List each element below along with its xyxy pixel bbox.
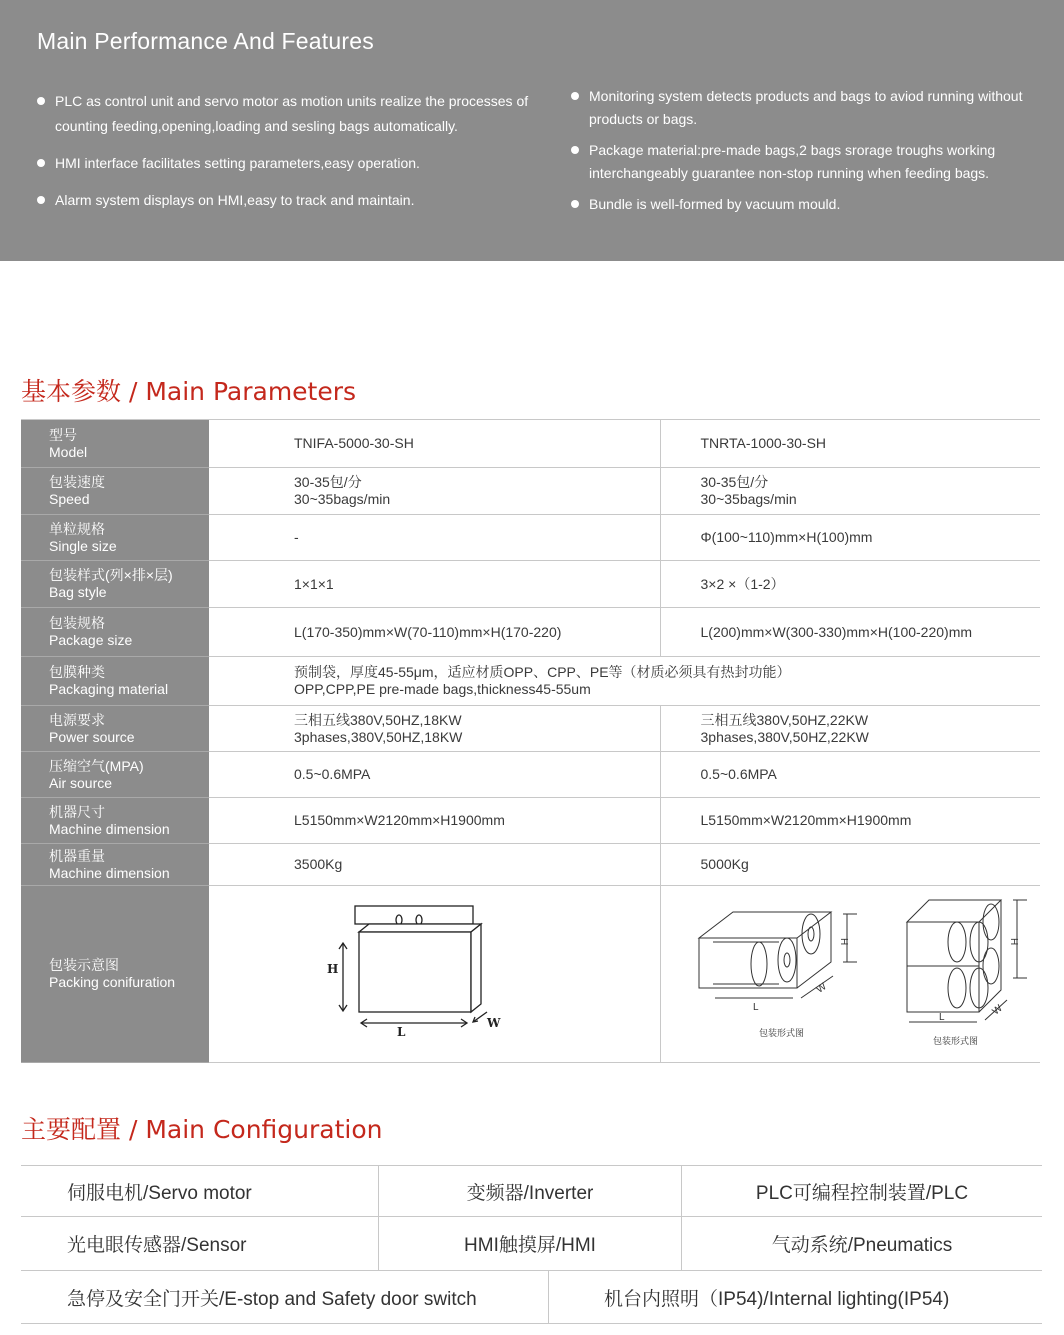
param-value: 3×2 ×（1-2） xyxy=(660,561,1040,608)
diagram2-caption2: 包装形式图 xyxy=(932,1036,978,1046)
table-row xyxy=(21,561,1040,608)
param-value: 5000Kg xyxy=(660,844,1040,886)
config-item: 气动系统/Pneumatics xyxy=(681,1217,1042,1270)
feature-item: Package material:pre-made bags,2 bags srorage troughs working interchangeably guarantee non-stop running when feeding bags. xyxy=(571,139,1056,185)
feature-item: Bundle is well-formed by vacuum mould. xyxy=(571,193,1056,216)
roll-bundle-diagram xyxy=(661,886,1041,1059)
bullet-icon xyxy=(37,196,45,204)
feature-item: HMI interface facilitates setting parameters,easy operation. xyxy=(37,151,537,176)
diagram2-h1-label: H xyxy=(837,938,849,946)
packing-diagram-2 xyxy=(660,886,1040,1063)
param-label: 型号 Model xyxy=(21,420,209,468)
config-item: 光电眼传感器/Sensor xyxy=(67,1235,247,1256)
config-row xyxy=(21,1165,1042,1216)
param-value: 三相五线380V,50HZ,22KW 3phases,380V,50HZ,22KW xyxy=(660,706,1040,752)
config-item: 伺服电机/Servo motor xyxy=(67,1182,252,1204)
param-value: TNRTA-1000-30-SH xyxy=(660,420,1040,468)
banner-title: Main Performance And Features xyxy=(37,28,374,54)
param-value: 预制袋，厚度45-55μm，适应材质OPP、CPP、PE等（材质必须具有热封功能） OPP,CPP,PE pre-made bags,thickness45-55um xyxy=(294,664,791,697)
configuration-grid xyxy=(21,1165,1042,1324)
bullet-icon xyxy=(571,146,579,154)
feature-item: Monitoring system detects products and bags to aviod running without products or bags. xyxy=(571,85,1056,131)
feature-list-right xyxy=(571,85,1056,224)
param-label: 包装样式(列×排×层) Bag style xyxy=(21,561,209,608)
param-value: 30-35包/分 30~35bags/min xyxy=(294,474,391,507)
table-row xyxy=(21,706,1040,752)
config-row xyxy=(21,1270,1042,1324)
configuration-title: 主要配置 / Main Configuration xyxy=(21,1115,383,1144)
config-row xyxy=(21,1216,1042,1270)
feature-item: Alarm system displays on HMI,easy to track and maintain. xyxy=(37,188,537,213)
bullet-icon xyxy=(37,159,45,167)
config-item: 变频器/Inverter xyxy=(378,1166,681,1216)
param-label: 单粒规格 Single size xyxy=(21,515,209,561)
param-label: 包装速度 Speed xyxy=(21,468,209,515)
diagram2-w2-label: W xyxy=(989,1002,1005,1018)
param-value: - xyxy=(294,529,299,545)
param-value: 1×1×1 xyxy=(294,575,334,592)
param-value: L(170-350)mm×W(70-110)mm×H(170-220) xyxy=(294,623,562,640)
diagram2-w1-label: W xyxy=(814,981,829,996)
config-item: PLC可编程控制装置/PLC xyxy=(681,1166,1042,1216)
table-row xyxy=(21,468,1040,515)
diagram2-caption1: 包装形式图 xyxy=(758,1028,804,1038)
box-diagram xyxy=(209,886,660,1059)
config-item: 急停及安全门开关/E-stop and Safety door switch xyxy=(67,1288,477,1310)
table-row xyxy=(21,420,1040,468)
config-item: 机台内照明（IP54)/Internal lighting(IP54) xyxy=(548,1271,1042,1323)
param-value: TNIFA-5000-30-SH xyxy=(294,435,414,451)
parameters-title: 基本参数 / Main Parameters xyxy=(21,377,357,406)
param-label: 包装规格 Package size xyxy=(21,608,209,657)
diagram2-h2-label: H xyxy=(1007,938,1019,946)
table-row xyxy=(21,798,1040,844)
param-label: 包装示意图 Packing conifuration xyxy=(21,886,209,1063)
bullet-icon xyxy=(571,92,579,100)
bullet-icon xyxy=(571,200,579,208)
diagram2-l2-label: L xyxy=(938,1012,945,1023)
feature-item: PLC as control unit and servo motor as motion units realize the processes of counting feeding,opening,loading and sesling bags automatically. xyxy=(37,89,537,139)
packing-diagram-1 xyxy=(209,886,660,1063)
param-label: 机器尺寸 Machine dimension xyxy=(21,798,209,844)
bullet-icon xyxy=(37,97,45,105)
diagram2-l1-label: L xyxy=(752,1002,759,1013)
table-row xyxy=(21,844,1040,886)
param-value: 3500Kg xyxy=(294,856,343,872)
table-row xyxy=(21,608,1040,657)
param-value: 0.5~0.6MPA xyxy=(660,752,1040,798)
param-label: 包膜种类 Packaging material xyxy=(21,657,209,706)
config-item: HMI触摸屏/HMI xyxy=(378,1217,681,1270)
param-value: L(200)mm×W(300-330)mm×H(100-220)mm xyxy=(660,608,1040,657)
diagram-l-label: L xyxy=(397,1025,406,1039)
param-value: L5150mm×W2120mm×H1900mm xyxy=(294,812,505,828)
param-label: 机器重量 Machine dimension xyxy=(21,844,209,886)
param-value: 0.5~0.6MPA xyxy=(294,766,371,782)
features-banner xyxy=(0,0,1064,261)
diagram-h-label: H xyxy=(327,962,339,976)
param-value: L5150mm×W2120mm×H1900mm xyxy=(660,798,1040,844)
param-label: 压缩空气(MPA) Air source xyxy=(21,752,209,798)
diagram-w-label: W xyxy=(487,1016,501,1030)
param-value: Φ(100~110)mm×H(100)mm xyxy=(660,515,1040,561)
parameters-table xyxy=(21,419,1040,1063)
table-row xyxy=(21,657,1040,706)
table-row xyxy=(21,515,1040,561)
param-value: 30-35包/分 30~35bags/min xyxy=(660,468,1040,515)
param-value: 三相五线380V,50HZ,18KW 3phases,380V,50HZ,18KW xyxy=(294,711,463,745)
feature-list-left xyxy=(37,89,537,225)
table-row xyxy=(21,752,1040,798)
param-label: 电源要求 Power source xyxy=(21,706,209,752)
table-row xyxy=(21,886,1040,1063)
